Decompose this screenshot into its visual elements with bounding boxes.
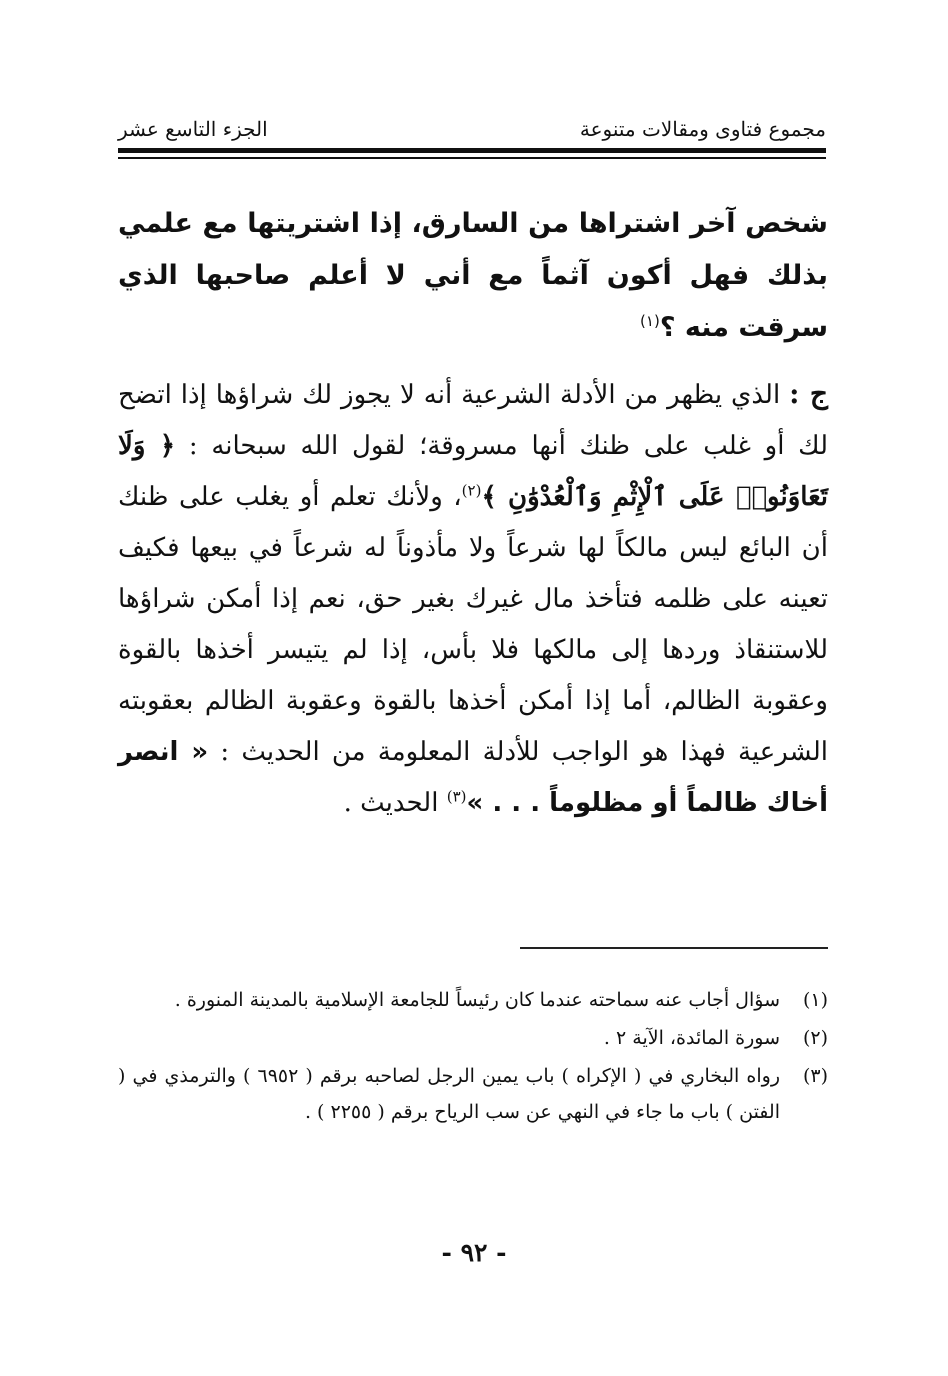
footnote-number: (٢) [802, 1027, 828, 1049]
footnote-item [118, 1058, 828, 1130]
footnote-item [118, 1020, 828, 1056]
footnote-ref-2: (٢) [461, 481, 482, 500]
answer-label: ج : [789, 377, 829, 410]
footnote-text: سؤال أجاب عنه سماحته عندما كان رئيساً للجامعة الإسلامية بالمدينة المنورة . [174, 989, 780, 1011]
footnote-text: رواه البخاري في ( الإكراه ) باب يمين الرجل لصاحبه برقم ( ٦٩٥٢ ) والترمذي في ( الفتن ) باب ما جاء في النهي عن سب الرياح برقم ( ٢٢٥٥ ) . [118, 1065, 780, 1123]
answer-text-part1: الذي يظهر من الأدلة الشرعية أنه لا يجوز لك شراؤها إذا اتضح لك أو غلب على ظنك أنها مسروقة؛ لقول الله سبحانه : [118, 380, 828, 461]
footnote-ref-3: (٣) [446, 787, 467, 806]
main-text [118, 198, 828, 829]
running-header [118, 114, 826, 144]
answer-text-part2: ، ولأنك تعلم أو يغلب على ظنك أن البائع ليس مالكاً لها شرعاً ولا مأذوناً له شرعاً في بيعها فكيف تعينه على ظلمه فتأخذ مال غيرك بغير حق، نعم إذا أمكن شراؤها للاستنقاذ وردها إلى مالكها فلا بأس، إذا لم يتيسر أخذها بالقوة وعقوبة الظالم، أما إذا أمكن أخذها بالقوة وعقوبة الظالم بعقوبته الشرعية فهذا هو الواجب للأدلة المعلومة من الحديث : [118, 482, 828, 767]
footnote-text: سورة المائدة، الآية ٢ . [603, 1027, 780, 1049]
header-rule-thick [118, 148, 826, 153]
footnotes [118, 982, 828, 1132]
answer-tail: الحديث . [343, 788, 439, 818]
footnote-item [118, 982, 828, 1018]
footnote-ref-1: (١) [640, 312, 660, 330]
hadith-quote: « انصر أخاك ظالماً أو مظلوماً . . . » [118, 737, 828, 818]
footnote-separator [520, 947, 828, 949]
footnote-number: (١) [802, 989, 828, 1011]
question-text: شخص آخر اشتراها من السارق، إذا اشتريتها مع علمي بذلك فهل أكون آثماً مع أني لا أعلم صاحبها الذي سرقت منه ؟ [118, 208, 828, 343]
footnote-number: (٣) [802, 1065, 828, 1087]
quran-verse: ﴿ وَلَا تَعَاوَنُوا۟ عَلَى ٱلْإِثْمِ وَٱلْعُدْوَٰنِ ﴾ [118, 431, 828, 512]
answer-paragraph [118, 368, 828, 829]
question-paragraph [118, 198, 828, 354]
book-title: مجموع فتاوى ومقالات متنوعة [579, 117, 826, 141]
header-rule-thin [118, 157, 826, 159]
page-number: - ٩٢ - [441, 1238, 507, 1267]
volume-label: الجزء التاسع عشر [118, 117, 268, 141]
